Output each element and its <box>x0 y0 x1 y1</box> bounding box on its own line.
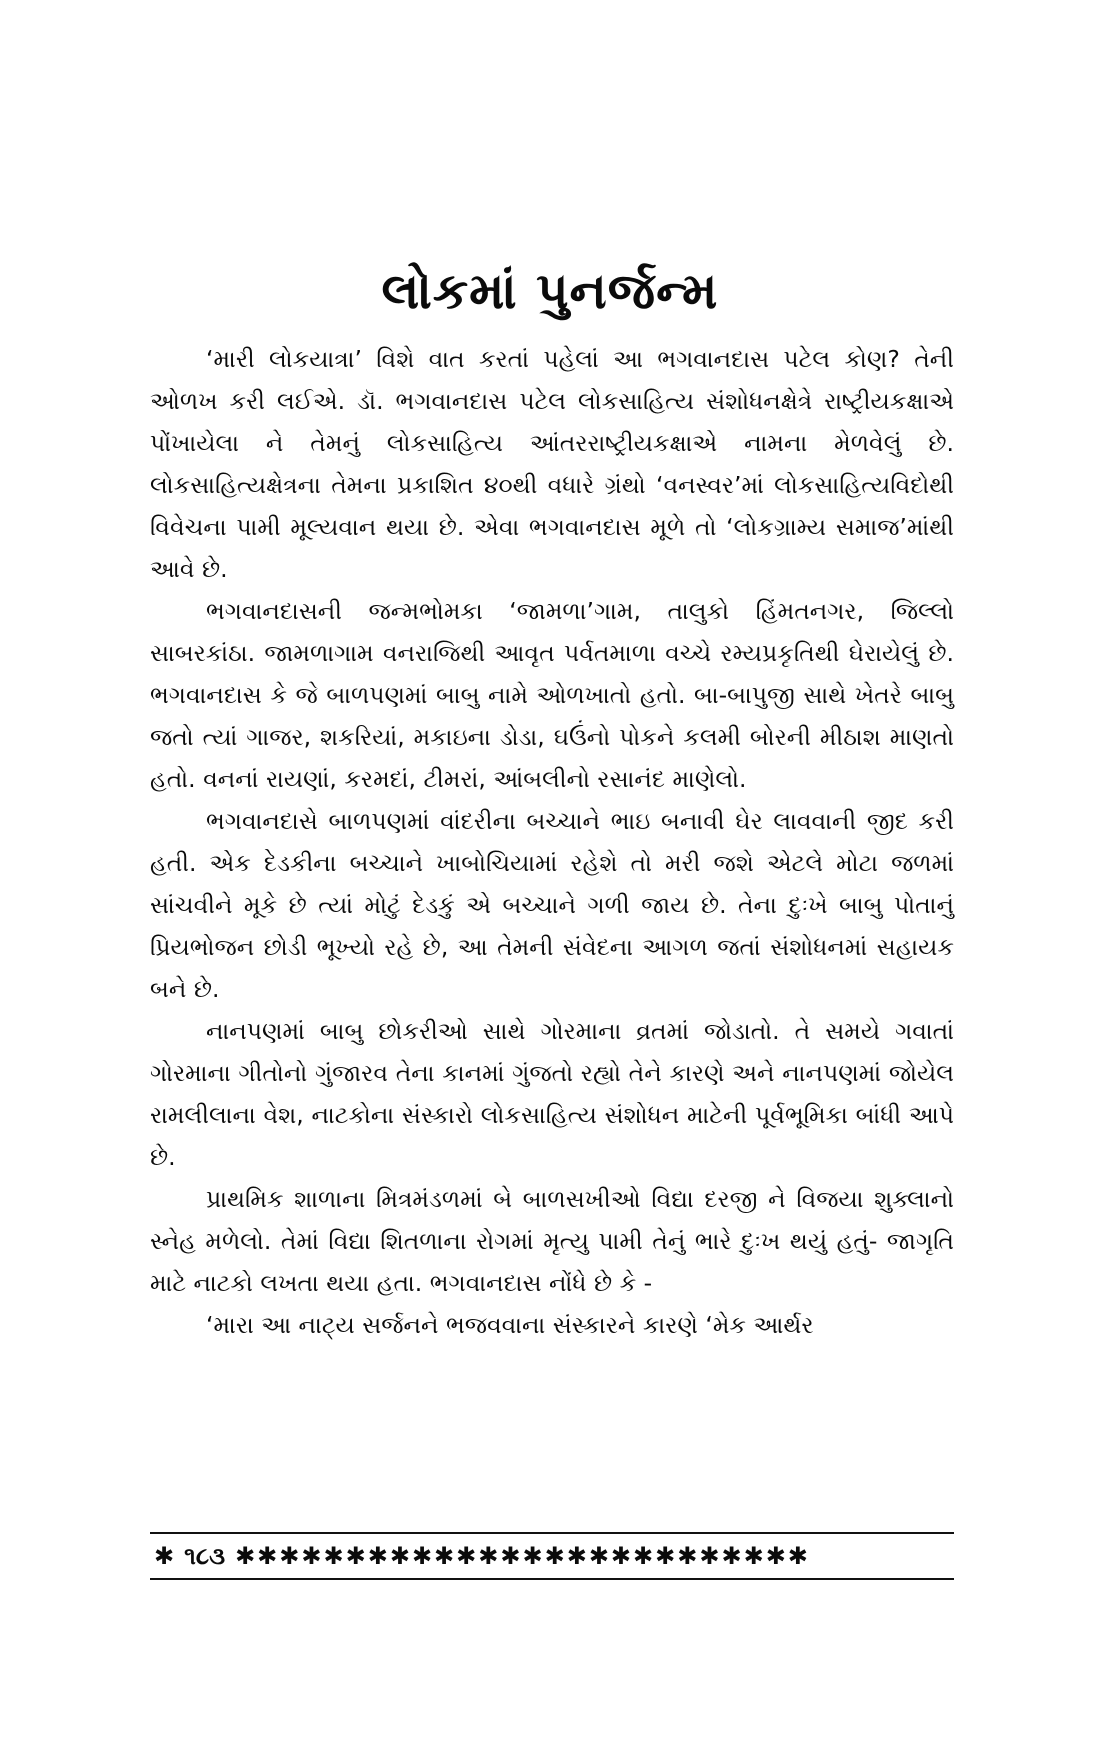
chapter-title: લોકમાં પુનર્જન્મ <box>381 261 719 320</box>
paragraph-4: નાનપણમાં બાબુ છોકરીઓ સાથે ગોરમાના વ્રતમાં જોડાતો. તે સમયે ગવાતાં ગોરમાના ગીતોનો ગુંજારવ તેના કાનમાં ગુંજતો રહ્યો તેને કારણે અને નાનપણમાં જોયેલ રામલીલાના વેશ, નાટકોના સંસ્કારો લોકસાહિત્ય સંશોધન માટેની પૂર્વભૂમિકા બાંધી આપે છે. <box>150 1017 954 1171</box>
paragraph-2: ભગવાનદાસની જન્મભોમકા ‘જામળા’ગામ, તાલુકો હિંમતનગર, જિલ્લો સાબરકાંઠા. જામળાગામ વનરાજિથી આવૃત પર્વતમાળા વચ્ચે રમ્યપ્રકૃતિથી ઘેરાયેલું છે. ભગવાનદાસ કે જે બાળપણમાં બાબુ નામે ઓળખાતો હતો. બા-બાપુજી સાથે ખેતરે બાબુ જતો ત્યાં ગાજર, શકરિયાં, મકાઇના ડોડા, ઘઉંનો પોકને કલમી બોરની મીઠાશ માણતો હતો. વનનાં રાયણાં, કરમદાં, ટીમરાં, આંબલીનો રસાનંદ માણેલો. <box>150 597 954 793</box>
star-border-ornament: ✱✱✱✱✱✱✱✱✱✱✱✱✱✱✱✱✱✱✱✱✱✱✱✱✱✱ <box>235 1542 810 1570</box>
paragraph-5: પ્રાથમિક શાળાના મિત્રમંડળમાં બે બાળસખીઓ વિદ્યા દરજી ને વિજયા શુક્લાનો સ્નેહ મળેલો. તેમાં વિદ્યા શિતળાના રોગમાં મૃત્યુ પામી તેનું ભારે દુઃખ થયું હતું- જાગૃતિ માટે નાટકો લખતા થયા હતા. ભગવાનદાસ નોંધે છે કે - <box>150 1185 954 1297</box>
paragraph-1: ‘મારી લોકયાત્રા’ વિશે વાત કરતાં પહેલાં આ ભગવાનદાસ પટેલ કોણ? તેની ઓળખ કરી લઈએ. ડૉ. ભગવાનદાસ પટેલ લોકસાહિત્ય સંશોધનક્ષેત્રે રાષ્ટ્રીયકક્ષાએ પોંખાયેલા ને તેમનું લોકસાહિત્ય આંતરરાષ્ટ્રીયકક્ષાએ નામના મેળવેલું છે. લોકસાહિત્યક્ષેત્રના તેમના પ્રકાશિત ૪૦થી વધારે ગ્રંથો ‘વનસ્વર’માં લોકસાહિત્યવિદોથી વિવેચના પામી મૂલ્યવાન થયા છે. એવા ભગવાનદાસ મૂળે તો ‘લોકગ્રામ્ય સમાજ’માંથી આવે છે. <box>150 345 954 583</box>
chapter-body <box>150 338 954 1346</box>
page-footer <box>150 1532 954 1580</box>
paragraph-3: ભગવાનદાસે બાળપણમાં વાંદરીના બચ્ચાને ભાઇ બનાવી ઘેર લાવવાની જીદ કરી હતી. એક દેડકીના બચ્ચાને ખાબોચિયામાં રહેશે તો મરી જશે એટલે મોટા જળમાં સાંચવીને મૂકે છે ત્યાં મોટું દેડકું એ બચ્ચાને ગળી જાય છે. તેના દુઃખે બાબુ પોતાનું પ્રિયભોજન છોડી ભૂખ્યો રહે છે, આ તેમની સંવેદના આગળ જતાં સંશોધનમાં સહાયક બને છે. <box>150 807 954 1003</box>
star-ornament-icon: ✱ <box>154 1542 175 1570</box>
paragraph-6: ‘મારા આ નાટ્ય સર્જનને ભજવવાના સંસ્કારને કારણે ‘મેક આર્થર <box>206 1311 814 1339</box>
page-number: ૧૮૩ <box>184 1542 226 1570</box>
